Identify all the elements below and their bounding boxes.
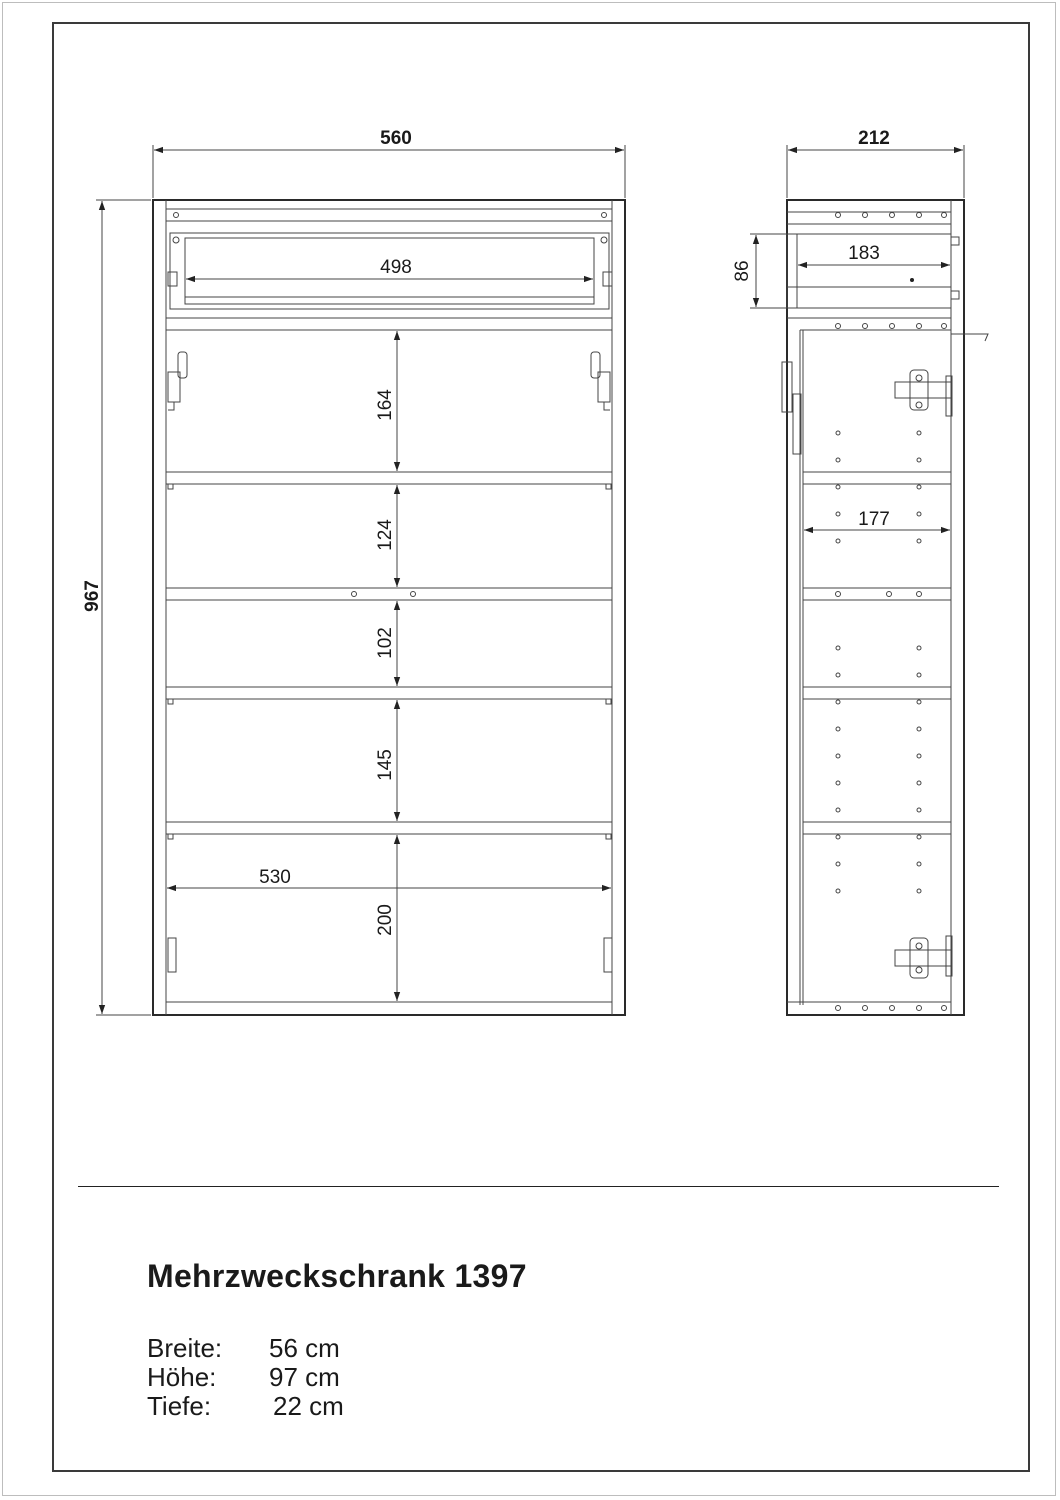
dimension-compartment-2 xyxy=(375,485,397,587)
dimension-label: 498 xyxy=(380,257,412,278)
dimension-label: 102 xyxy=(375,627,396,659)
product-title: Mehrzweckschrank 1397 xyxy=(147,1258,527,1294)
hinge-icon xyxy=(168,938,176,972)
dimension-label: 145 xyxy=(375,749,396,781)
spec-label: Höhe: xyxy=(147,1362,217,1392)
door-hinge-arm-icon xyxy=(782,362,801,454)
spec-row-width xyxy=(147,1334,340,1363)
hinge-icon xyxy=(895,370,952,416)
spec-row-depth xyxy=(147,1392,344,1421)
hinge-icon xyxy=(604,938,612,972)
spec-row-height xyxy=(147,1363,340,1392)
hinge-icon xyxy=(591,352,610,410)
dimension-drawer-width xyxy=(186,257,593,279)
dimension-label: 560 xyxy=(380,128,412,149)
dimension-compartment-5 xyxy=(375,835,397,1001)
dimension-label: 164 xyxy=(375,389,396,421)
side-view xyxy=(787,200,988,1015)
dimension-label: 212 xyxy=(858,128,890,149)
dimension-inner-depth xyxy=(804,509,950,530)
dimension-compartment-3 xyxy=(375,601,397,686)
hinge-icon xyxy=(168,352,187,410)
dimension-compartment-4 xyxy=(375,700,397,821)
dimension-label: 124 xyxy=(375,519,396,551)
spec-label: Breite: xyxy=(147,1333,223,1363)
dimension-compartment-1 xyxy=(375,331,397,471)
dimension-label: 183 xyxy=(848,243,880,264)
front-view xyxy=(153,200,625,1015)
dimension-label: 530 xyxy=(259,867,291,888)
dimension-drawer-depth xyxy=(798,243,950,265)
spec-value: 97 cm xyxy=(269,1362,340,1392)
divider xyxy=(78,1186,999,1187)
dimension-drawer-height xyxy=(732,234,787,308)
spec-label: Tiefe: xyxy=(147,1391,212,1421)
dimension-overall-depth xyxy=(787,128,964,198)
dimension-label: 200 xyxy=(375,904,396,936)
dimension-overall-height xyxy=(82,200,151,1015)
spec-value: 56 cm xyxy=(269,1333,340,1363)
dimension-label: 967 xyxy=(82,580,103,612)
dimension-overall-width xyxy=(153,128,625,198)
dimension-label: 177 xyxy=(858,509,890,530)
dimension-inner-width xyxy=(167,867,611,888)
hinge-icon xyxy=(895,936,952,978)
spec-value: 22 cm xyxy=(273,1391,344,1421)
dimension-label: 86 xyxy=(732,260,753,282)
